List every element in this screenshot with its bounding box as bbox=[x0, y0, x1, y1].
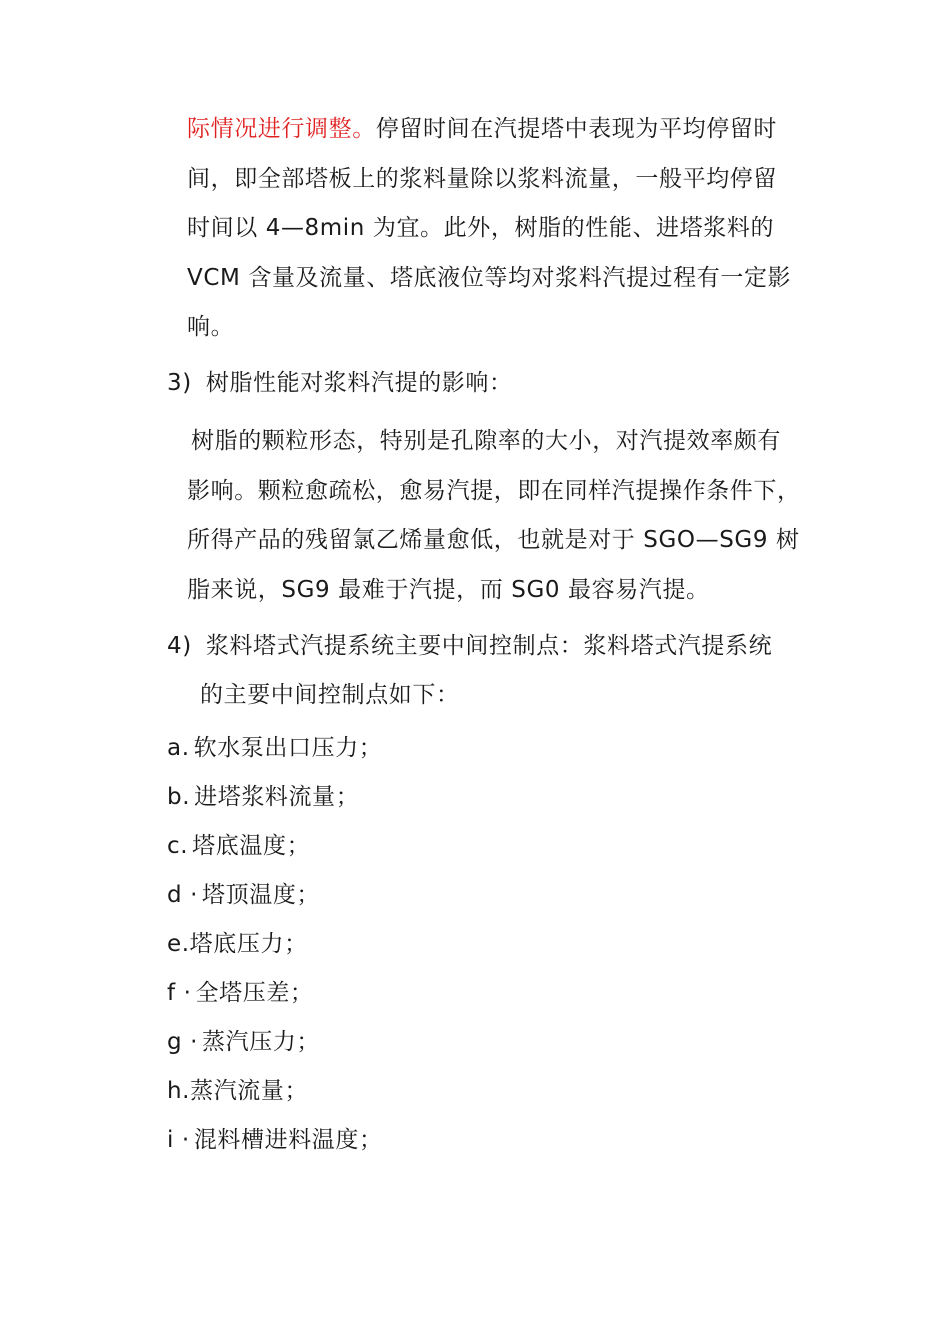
list-item-text: 进塔浆料流量； bbox=[194, 784, 360, 810]
paragraph-line: 所得产品的残留氯乙烯量愈低，也就是对于 SGO—SG9 树 bbox=[187, 527, 800, 553]
list-marker: i · bbox=[167, 1127, 190, 1153]
paragraph-residence-time bbox=[187, 105, 817, 353]
list-item-text: 软水泵出口压力； bbox=[193, 735, 383, 761]
list-marker: a. bbox=[167, 735, 190, 761]
paragraph-line: 树脂的颗粒形态，特别是孔隙率的大小，对汽提效率颇有 bbox=[191, 428, 781, 454]
paragraph-line: 影响。颗粒愈疏松，愈易汽提，即在同样汽提操作条件下， bbox=[187, 477, 801, 504]
list-item bbox=[167, 782, 359, 812]
section-heading-4 bbox=[167, 631, 772, 661]
paragraph-line bbox=[187, 105, 817, 155]
section-number: 4) bbox=[167, 633, 192, 659]
section-heading-3 bbox=[167, 368, 513, 398]
list-item-text: 混料槽进料温度； bbox=[193, 1127, 383, 1153]
paragraph-line: VCM 含量及流量、塔底液位等均对浆料汽提过程有一定影 bbox=[187, 264, 792, 291]
list-item bbox=[167, 978, 314, 1008]
list-item-text: 塔顶温度； bbox=[202, 882, 321, 908]
section-title-continuation: 的主要中间控制点如下： bbox=[200, 682, 460, 708]
list-item-text: 蒸汽流量； bbox=[190, 1078, 309, 1104]
list-item-text: 塔底压力； bbox=[189, 931, 308, 957]
list-item bbox=[167, 880, 320, 910]
highlighted-text: 际情况进行调整。 bbox=[187, 116, 376, 142]
list-item bbox=[167, 1027, 320, 1057]
list-item bbox=[167, 1125, 383, 1155]
list-marker: c. bbox=[167, 833, 189, 859]
list-marker: f · bbox=[167, 980, 192, 1006]
list-item bbox=[167, 831, 310, 861]
list-item-text: 蒸汽压力； bbox=[202, 1029, 321, 1055]
paragraph-line: 响。 bbox=[187, 314, 235, 340]
paragraph-resin-properties bbox=[187, 417, 817, 615]
list-marker: h. bbox=[167, 1078, 191, 1104]
list-item bbox=[167, 1076, 308, 1106]
section-title: 浆料塔式汽提系统主要中间控制点：浆料塔式汽提系统 bbox=[205, 633, 773, 659]
list-marker: g · bbox=[167, 1029, 199, 1055]
list-item bbox=[167, 733, 382, 763]
list-marker: d · bbox=[167, 882, 199, 908]
list-marker: e. bbox=[167, 931, 190, 957]
list-marker: b. bbox=[167, 784, 191, 810]
section-number: 3) bbox=[167, 370, 192, 396]
paragraph-line-text: 停留时间在汽提塔中表现为平均停留时 bbox=[375, 116, 778, 142]
list-item-text: 全塔压差； bbox=[195, 980, 314, 1006]
list-item bbox=[167, 929, 308, 959]
section-title: 树脂性能对浆料汽提的影响： bbox=[205, 370, 513, 396]
list-item-text: 塔底温度； bbox=[192, 833, 311, 859]
paragraph-line: 间，即全部塔板上的浆料量除以浆料流量，一般平均停留 bbox=[187, 165, 777, 192]
paragraph-line: 时间以 4—8min 为宜。此外，树脂的性能、进塔浆料的 bbox=[187, 215, 775, 241]
paragraph-line: 脂来说，SG9 最难于汽提，而 SG0 最容易汽提。 bbox=[187, 576, 710, 603]
